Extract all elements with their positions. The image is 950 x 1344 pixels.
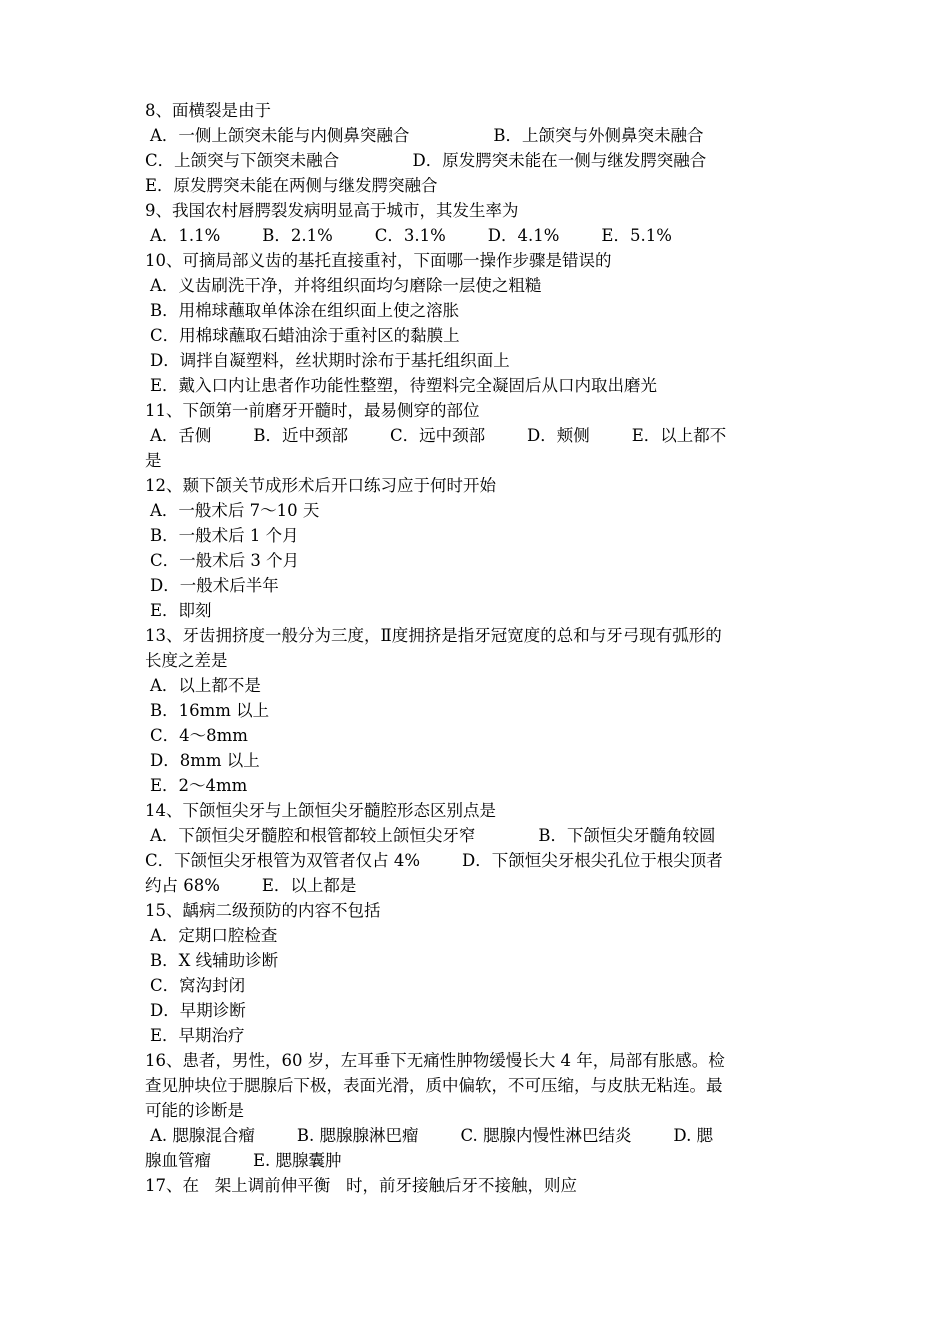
question-13-option-a: A．以上都不是 [150, 676, 261, 695]
question-15-option-a: A．定期口腔检查 [150, 926, 278, 945]
question-8-options-a-b: A．一侧上颌突未能与内侧鼻突融合 B．上颌突与外侧鼻突未融合 [150, 126, 704, 145]
question-13-stem-wrap: 长度之差是 [145, 651, 228, 670]
question-8-stem: 8、面横裂是由于 [145, 101, 271, 120]
question-12-stem: 12、颞下颌关节成形术后开口练习应于何时开始 [145, 476, 496, 495]
question-12-option-d: D．一般术后半年 [150, 576, 279, 595]
question-11-options-wrap: 是 [145, 451, 162, 470]
question-14-options-wrap-e: 约占 68% E．以上都是 [145, 876, 357, 895]
question-17-stem: 17、在 架上调前伸平衡 时，前牙接触后牙不接触，则应 [145, 1176, 577, 1195]
question-15-option-e: E．早期治疗 [150, 1026, 245, 1045]
question-14-options-a-b: A．下颌恒尖牙髓腔和根管都较上颌恒尖牙窄 B．下颌恒尖牙髓角较圆 [150, 826, 716, 845]
question-15-stem: 15、龋病二级预防的内容不包括 [145, 901, 381, 920]
question-11-options: A．舌侧 B．近中颈部 C．远中颈部 D．颊侧 E．以上都不 [150, 426, 727, 445]
question-15-option-b: B．X 线辅助诊断 [150, 951, 279, 970]
question-10-option-e: E．戴入口内让患者作功能性整塑，待塑料完全凝固后从口内取出磨光 [150, 376, 658, 395]
question-10-option-b: B．用棉球蘸取单体涂在组织面上使之溶胀 [150, 301, 460, 320]
question-9-options: A．1.1% B．2.1% C．3.1% D．4.1% E．5.1% [150, 226, 672, 245]
question-15-option-d: D．早期诊断 [150, 1001, 246, 1020]
question-10-option-a: A．义齿刷洗干净，并将组织面均匀磨除一层使之粗糙 [150, 276, 542, 295]
question-14-options-c-d: C．下颌恒尖牙根管为双管者仅占 4% D．下颌恒尖牙根尖孔位于根尖顶者 [145, 851, 723, 870]
question-13-option-b: B．16mm 以上 [150, 701, 270, 720]
question-13-option-e: E．2～4mm [150, 776, 248, 795]
question-15-option-c: C．窝沟封闭 [150, 976, 246, 995]
question-16-options-wrap: 腺血管瘤 E. 腮腺囊肿 [145, 1151, 342, 1170]
question-10-stem: 10、可摘局部义齿的基托直接重衬，下面哪一操作步骤是错误的 [145, 251, 612, 270]
question-12-option-c: C．一般术后 3 个月 [150, 551, 300, 570]
question-16-stem-line-3: 可能的诊断是 [145, 1101, 244, 1120]
question-16-stem: 16、患者，男性，60 岁，左耳垂下无痛性肿物缓慢长大 4 年，局部有胀感。检 [145, 1051, 725, 1070]
question-12-option-e: E．即刻 [150, 601, 212, 620]
question-14-stem: 14、下颌恒尖牙与上颌恒尖牙髓腔形态区别点是 [145, 801, 496, 820]
question-8-options-c-d: C．上颌突与下颌突未融合 D．原发腭突未能在一侧与继发腭突融合 [145, 151, 707, 170]
question-12-option-a: A．一般术后 7～10 天 [150, 501, 320, 520]
question-16-options: A. 腮腺混合瘤 B. 腮腺腺淋巴瘤 C. 腮腺内慢性淋巴结炎 D. 腮 [150, 1126, 714, 1145]
question-16-stem-line-2: 查见肿块位于腮腺后下极，表面光滑，质中偏软，不可压缩，与皮肤无粘连。最 [145, 1076, 723, 1095]
question-8-option-e: E．原发腭突未能在两侧与继发腭突融合 [145, 176, 438, 195]
question-13-option-c: C．4～8mm [150, 726, 248, 745]
question-12-option-b: B．一般术后 1 个月 [150, 526, 299, 545]
question-11-stem: 11、下颌第一前磨牙开髓时，最易侧穿的部位 [145, 401, 480, 420]
question-10-option-d: D．调拌自凝塑料，丝状期时涂布于基托组织面上 [150, 351, 510, 370]
question-13-stem: 13、牙齿拥挤度一般分为三度，Ⅱ度拥挤是指牙冠宽度的总和与牙弓现有弧形的 [145, 626, 722, 645]
question-10-option-c: C．用棉球蘸取石蜡油涂于重衬区的黏膜上 [150, 326, 460, 345]
question-9-stem: 9、我国农村唇腭裂发病明显高于城市，其发生率为 [145, 201, 519, 220]
question-13-option-d: D．8mm 以上 [150, 751, 260, 770]
